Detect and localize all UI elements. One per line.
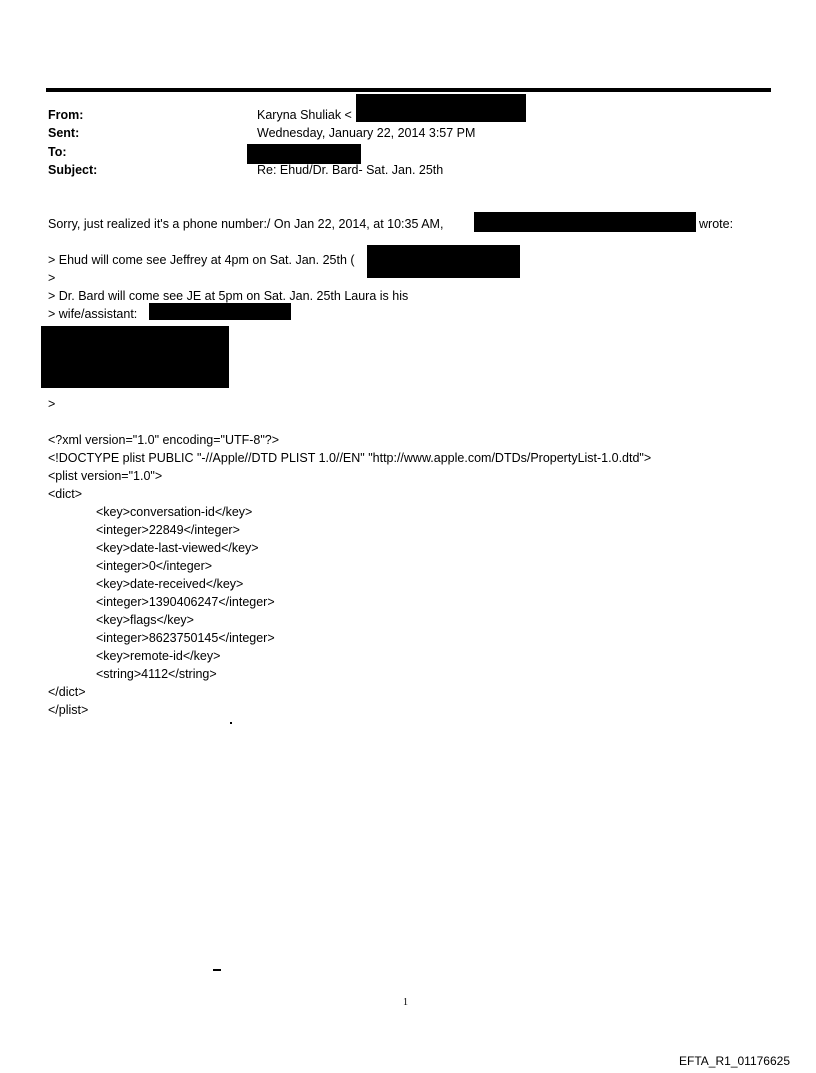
stray-mark — [230, 722, 232, 724]
quote-line: > — [48, 397, 56, 411]
wrote-text: wrote: — [699, 217, 734, 231]
plist-line: <dict> — [48, 487, 83, 501]
plist-line: <key>remote-id</key> — [96, 649, 221, 663]
page-number: 1 — [403, 997, 408, 1008]
from-label: From: — [48, 108, 84, 122]
sent-label: Sent: — [48, 126, 80, 140]
quote-line: > — [48, 271, 56, 285]
plist-line: <!DOCTYPE plist PUBLIC "-//Apple//DTD PLIST 1.0//EN" "http://www.apple.com/DTDs/PropertyList-1.0.dtd"> — [48, 451, 652, 465]
plist-line: <plist version="1.0"> — [48, 469, 163, 483]
plist-line: <integer>1390406247</integer> — [96, 595, 275, 609]
document-id: EFTA_R1_01176625 — [679, 1054, 790, 1068]
plist-line: <integer>22849</integer> — [96, 523, 240, 537]
plist-line: <integer>0</integer> — [96, 559, 213, 573]
header-divider — [46, 88, 771, 92]
plist-line: <key>date-received</key> — [96, 577, 244, 591]
stray-mark — [213, 969, 221, 971]
redaction-box — [356, 94, 526, 122]
plist-line: <string>4112</string> — [96, 667, 217, 681]
intro-line: Sorry, just realized it's a phone number:/ On Jan 22, 2014, at 10:35 AM, — [48, 217, 444, 231]
plist-line: <?xml version="1.0" encoding="UTF-8"?> — [48, 433, 280, 447]
subject-label: Subject: — [48, 163, 98, 177]
redaction-box — [367, 245, 520, 278]
subject-value: Re: Ehud/Dr. Bard- Sat. Jan. 25th — [257, 163, 444, 177]
to-label: To: — [48, 145, 67, 159]
quote-line: > Dr. Bard will come see JE at 5pm on Sat. Jan. 25th Laura is his — [48, 289, 409, 303]
plist-line: <integer>8623750145</integer> — [96, 631, 275, 645]
redaction-box — [41, 326, 229, 388]
sent-value: Wednesday, January 22, 2014 3:57 PM — [257, 126, 476, 140]
plist-line: <key>date-last-viewed</key> — [96, 541, 259, 555]
plist-line: </plist> — [48, 703, 89, 717]
plist-line: <key>conversation-id</key> — [96, 505, 253, 519]
from-value: Karyna Shuliak < — [257, 108, 352, 122]
redaction-box — [247, 144, 361, 164]
plist-line: <key>flags</key> — [96, 613, 194, 627]
redaction-box — [149, 303, 291, 320]
redaction-box — [474, 212, 696, 232]
plist-line: </dict> — [48, 685, 86, 699]
quote-line: > Ehud will come see Jeffrey at 4pm on Sat. Jan. 25th ( — [48, 253, 355, 267]
quote-line: > wife/assistant: — [48, 307, 138, 321]
